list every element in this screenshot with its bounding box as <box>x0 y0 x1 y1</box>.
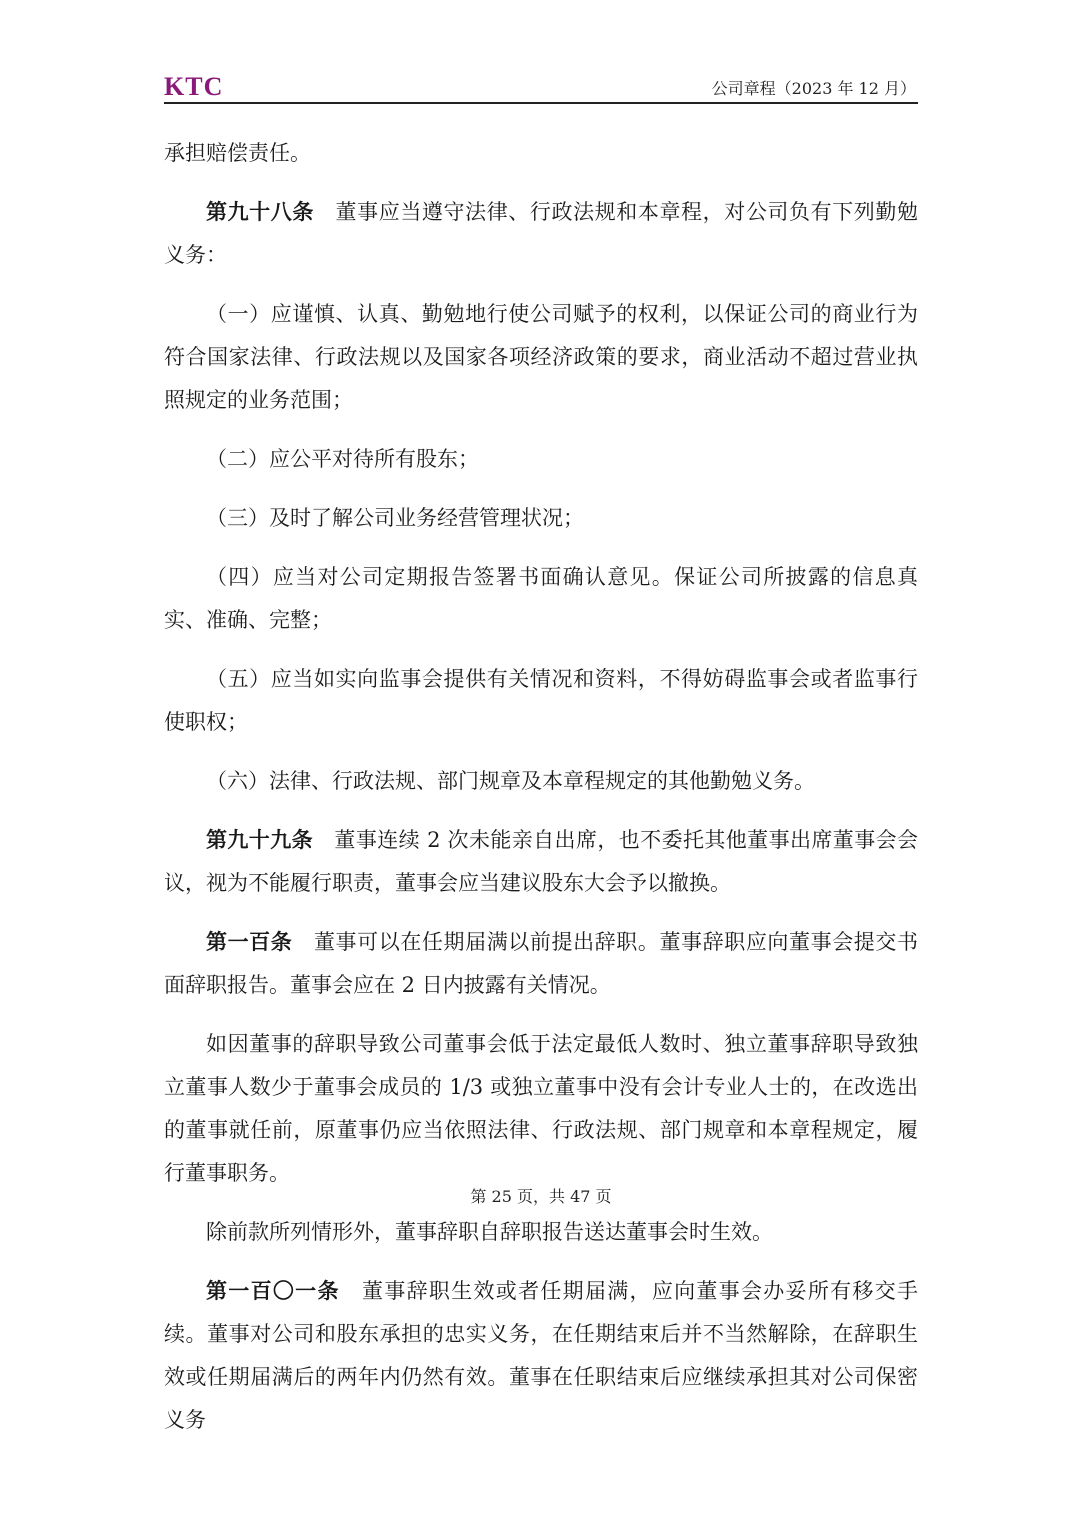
paragraph-text: （一）应谨慎、认真、勤勉地行使公司赋予的权利，以保证公司的商业行为符合国家法律、行政法规以及国家各项经济政策的要求，商业活动不超过营业执照规定的业务范围； <box>164 302 918 412</box>
paragraph-gap <box>164 277 918 293</box>
paragraph-text: （四）应当对公司定期报告签署书面确认意见。保证公司所披露的信息真实、准确、完整； <box>164 565 918 632</box>
page-body <box>164 132 918 1442</box>
paragraph-gap <box>164 803 918 819</box>
paragraph <box>164 1211 918 1254</box>
document-title: 公司章程（2023 年 12 月） <box>711 79 916 98</box>
paragraph <box>164 497 918 540</box>
ktc-logo: KTC <box>164 72 224 101</box>
paragraph-gap <box>164 1195 918 1211</box>
paragraph <box>164 1270 918 1442</box>
paragraph-text: （六）法律、行政法规、部门规章及本章程规定的其他勤勉义务。 <box>206 769 815 793</box>
paragraph-text: 董事应当遵守法律、行政法规和本章程，对公司负有下列勤勉义务： <box>164 200 918 267</box>
paragraph-gap <box>164 1007 918 1023</box>
article-number: 第一百〇一条 <box>206 1279 340 1303</box>
page-header <box>164 70 918 104</box>
paragraph-text: 董事可以在任期届满以前提出辞职。董事辞职应向董事会提交书面辞职报告。董事会应在 2 日内披露有关情况。 <box>164 930 918 997</box>
paragraph <box>164 191 918 277</box>
paragraph <box>164 819 918 905</box>
paragraph-gap <box>164 175 918 191</box>
paragraph-gap <box>164 1254 918 1270</box>
paragraph-text: 董事连续 2 次未能亲自出席，也不委托其他董事出席董事会会议，视为不能履行职责，董事会应当建议股东大会予以撤换。 <box>164 828 918 895</box>
article-number: 第九十九条 <box>206 828 314 852</box>
article-number: 第九十八条 <box>206 200 314 224</box>
paragraph-gap <box>164 422 918 438</box>
paragraph <box>164 293 918 422</box>
paragraph-text: 董事辞职生效或者任期届满，应向董事会办妥所有移交手续。董事对公司和股东承担的忠实义务，在任期结束后并不当然解除，在辞职生效或任期届满后的两年内仍然有效。董事在任职结束后应继续承担其对公司保密义务 <box>164 1279 919 1432</box>
paragraph-text: （二）应公平对待所有股东； <box>206 447 479 471</box>
paragraph-gap <box>164 481 918 497</box>
paragraph <box>164 132 918 175</box>
paragraph-text: （三）及时了解公司业务经营管理状况； <box>206 506 584 530</box>
paragraph <box>164 556 918 642</box>
paragraph-gap <box>164 642 918 658</box>
paragraph-gap <box>164 905 918 921</box>
page-number: 第 25 页，共 47 页 <box>470 1187 612 1206</box>
paragraph-text: （五）应当如实向监事会提供有关情况和资料，不得妨碍监事会或者监事行使职权； <box>164 667 918 734</box>
article-number: 第一百条 <box>206 930 293 954</box>
paragraph <box>164 1023 918 1195</box>
paragraph-text: 除前款所列情形外，董事辞职自辞职报告送达董事会时生效。 <box>206 1220 773 1244</box>
paragraph <box>164 760 918 803</box>
paragraph <box>164 921 918 1007</box>
paragraph-gap <box>164 744 918 760</box>
paragraph-gap <box>164 540 918 556</box>
paragraph-text: 如因董事的辞职导致公司董事会低于法定最低人数时、独立董事辞职导致独立董事人数少于董事会成员的 1/3 或独立董事中没有会计专业人士的，在改选出的董事就任前，原董事仍应当依照法律、行政法规、部门规章和本章程规定，履行董事职务。 <box>164 1032 918 1185</box>
paragraph-text: 承担赔偿责任。 <box>164 141 311 165</box>
paragraph <box>164 438 918 481</box>
paragraph <box>164 658 918 744</box>
